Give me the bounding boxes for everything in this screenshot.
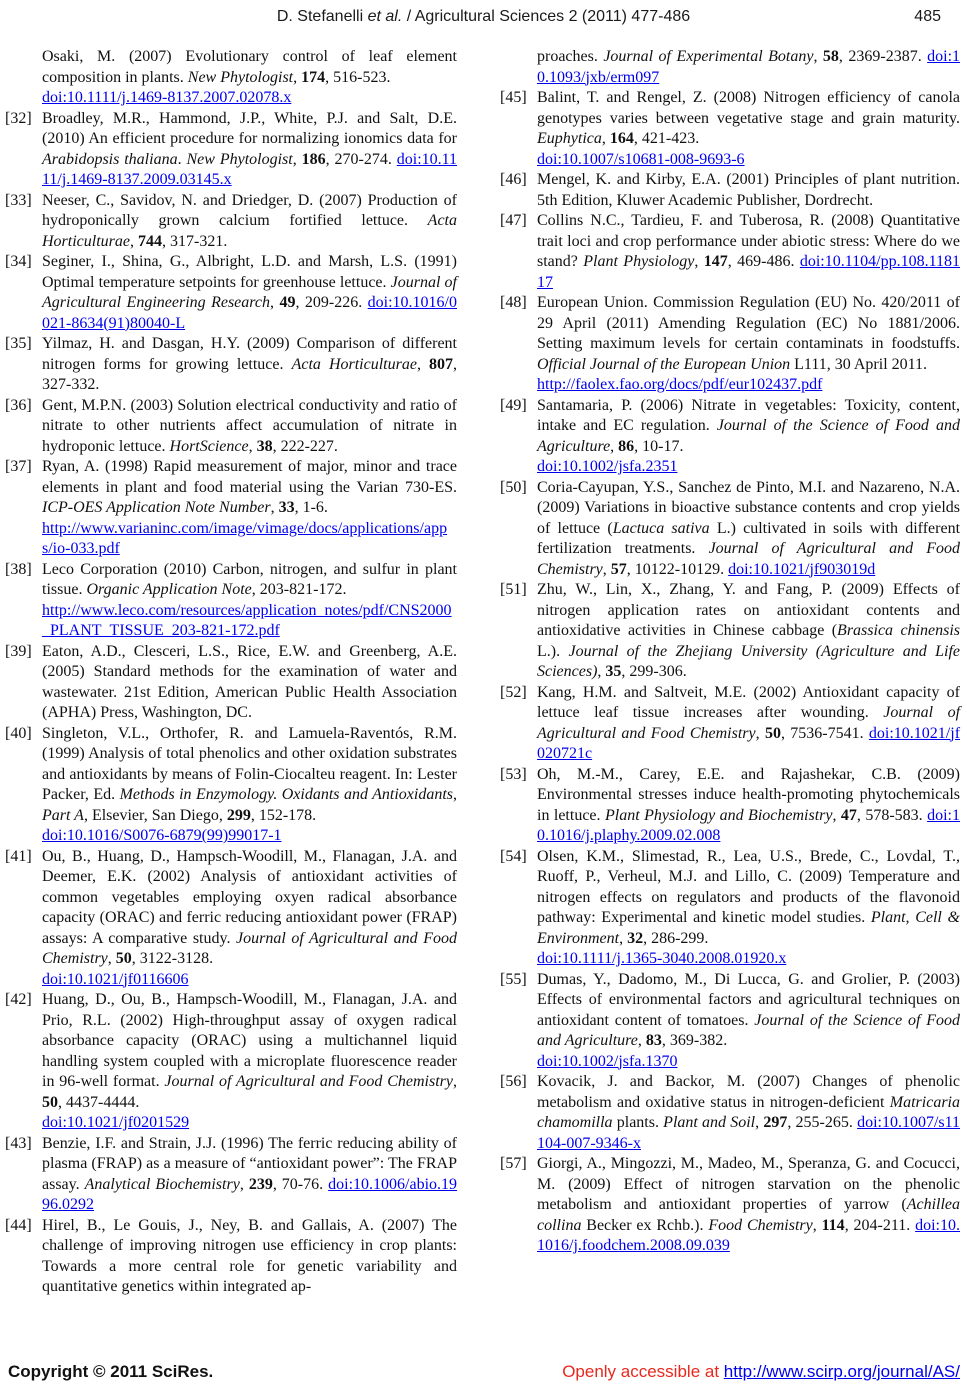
reference-text [42, 1135, 457, 1214]
reference-link[interactable]: doi:10.1111/j.1365-3040.2008.01920.x [537, 950, 787, 967]
volume-number: 744 [138, 232, 162, 250]
reference-number: [32] [5, 109, 32, 127]
reference-text [42, 1217, 457, 1296]
reference-text [42, 335, 457, 393]
reference-number: [36] [5, 396, 32, 414]
reference-plain-text: , 4437-4444. [58, 1093, 140, 1111]
reference-text [537, 971, 960, 1070]
reference-plain-text: , [416, 355, 430, 373]
volume-number: 174 [301, 68, 326, 86]
reference-number: [40] [5, 724, 32, 742]
reference-number: [54] [500, 847, 527, 865]
reference-entry [5, 109, 457, 191]
reference-link[interactable]: http://www.leco.com/resources/application_notes/pdf/CNS2000_PLANT_TISSUE_203-821-172.pdf [42, 601, 452, 639]
journal-name-italic: Journal of Experimental Botany [603, 48, 814, 65]
reference-plain-text: Leco Corporation (2010) Carbon, nitrogen, and sulfur in plant tissue. [42, 560, 457, 598]
open-access-note [562, 1362, 960, 1382]
reference-number: [33] [5, 191, 32, 209]
reference-plain-text: Seginer, I., Shina, G., Albright, L.D. and Marsh, L.S. (1991) Optimal temperature setpoints for greenhouse lettuce. [42, 253, 457, 291]
reference-text [42, 643, 457, 722]
journal-name-italic: Journal of the Science of Food and Agriculture [537, 417, 960, 455]
open-access-label: Openly accessible at [562, 1362, 724, 1381]
volume-number: 807 [429, 355, 454, 373]
reference-plain-text: , 369-382. [661, 1032, 728, 1049]
reference-entry [500, 396, 960, 478]
journal-name-italic: HortScience [169, 437, 249, 455]
references-right-column [500, 47, 960, 1257]
reference-plain-text: , 2369-2387. [838, 48, 928, 65]
reference-number: [44] [5, 1216, 32, 1234]
volume-number: 35 [605, 663, 622, 680]
reference-plain-text: , [130, 232, 138, 250]
journal-name-italic: Journal of Agricultural and Food Chemistry [537, 540, 960, 578]
page-footer [0, 1360, 967, 1384]
reference-plain-text: , 421-423. [633, 130, 700, 147]
volume-number: 32 [627, 929, 644, 947]
reference-text [537, 684, 960, 763]
volume-number: 57 [610, 560, 627, 578]
reference-number: [38] [5, 560, 32, 578]
volume-number: 164 [609, 130, 634, 147]
reference-plain-text: proaches. [537, 48, 604, 65]
reference-entry [500, 211, 960, 293]
reference-plain-text: , 10122-10129. [626, 560, 729, 578]
reference-entry [5, 334, 457, 396]
reference-plain-text: , [292, 150, 302, 168]
volume-number: 49 [279, 294, 296, 311]
reference-link[interactable]: doi:10.1021/jf903019d [728, 560, 876, 578]
journal-name-italic: Official Journal of the European Union [537, 355, 791, 373]
reference-plain-text: Dumas, Y., Dadomo, M., Di Lucca, G. and Grolier, P. (2003) Effects of environmental factors and agricultural techniques on antioxidant content of tomatoes. [537, 970, 960, 1029]
journal-name-italic: Journal of Agricultural and Food Chemistry [537, 704, 961, 742]
reference-plain-text: , Elsevier, San Diego, [83, 806, 227, 824]
reference-plain-text: Yilmaz, H. and Dasgan, H.Y. (2009) Comparison of different nitrogen forms for growing lettuce. [42, 335, 457, 373]
reference-number: [46] [500, 171, 527, 188]
reference-text [42, 397, 457, 455]
reference-plain-text: European Union. Commission Regulation (EU) No. 420/2011 of 29 April (2011) Amending Regulation (EC) No 1881/2006. Setting maximum levels for certain contaminats in foodstuffs. [537, 294, 960, 352]
reference-link[interactable]: doi:10.1111/j.1469-8137.2007.02078.x [42, 89, 292, 106]
volume-number: 147 [703, 253, 728, 270]
reference-text [537, 766, 960, 845]
reference-text [537, 479, 960, 578]
reference-text [42, 561, 457, 640]
references-left-column [5, 47, 457, 1298]
running-header [0, 8, 967, 30]
volume-number: 239 [248, 1175, 273, 1193]
reference-plain-text: Huang, D., Ou, B., Hampsch-Woodill, M., Flanagan, J.A. and Prio, R.L. (2002) High-throughput assay of oxygen radical absorbance capacity (ORAC) using a multichannel liquid handling system coupled with a microplate fluorescence reader in 96-well format. [42, 991, 457, 1090]
reference-entry [5, 1216, 457, 1298]
reference-plain-text: , [597, 663, 606, 680]
reference-number: [45] [500, 89, 527, 106]
journal-name-italic: Plant Physiology [583, 253, 695, 270]
reference-link[interactable]: doi:10.1016/0021-8634(91)80040-L [42, 294, 457, 332]
reference-number: [42] [5, 991, 32, 1008]
reference-text [42, 253, 457, 332]
journal-name-italic: Organic Application Note [86, 581, 252, 598]
reference-plain-text: L.). [537, 642, 569, 660]
volume-number: 86 [618, 437, 635, 455]
reference-plain-text: , [270, 499, 279, 516]
reference-plain-text: , 299-306. [621, 663, 687, 680]
volume-number: 50 [42, 1093, 58, 1111]
volume-number: 114 [821, 1216, 845, 1234]
reference-text [42, 110, 457, 189]
reference-entry [5, 191, 457, 253]
reference-entry [500, 683, 960, 765]
reference-link[interactable]: doi:10.1104/pp.108.118117 [537, 253, 960, 291]
running-title-authors: D. Stefanelli [276, 8, 368, 25]
reference-plain-text: L.) cultivated in soils with different fertilization treatments. [537, 519, 961, 557]
journal-name-italic: Analytical Biochemistry [84, 1175, 240, 1193]
reference-number: [39] [5, 642, 32, 660]
journal-name-italic: New Phytologist [187, 68, 294, 86]
reference-plain-text: , 7536-7541. [780, 724, 869, 742]
reference-entry [500, 88, 960, 170]
reference-number: [52] [500, 683, 527, 701]
volume-number: 50 [115, 950, 132, 967]
reference-plain-text: Zhu, W., Lin, X., Zhang, Y. and Fang, P. (2009) Effects of nitrogen application rates on antioxidant contents and antioxidative activities in Chinese cabbage ( [537, 581, 960, 639]
volume-number: 186 [301, 150, 326, 168]
journal-name-italic: Journal of Agricultural and Food Chemistry [164, 1073, 453, 1090]
reference-link[interactable]: http://faolex.fao.org/docs/pdf/eur102437.pdf [537, 376, 823, 393]
volume-number: 299 [226, 806, 251, 824]
reference-plain-text: , [293, 68, 302, 86]
reference-plain-text: , [270, 294, 280, 311]
reference-text [42, 991, 457, 1131]
reference-link[interactable]: doi:10.1007/s11104-007-9346-x [537, 1114, 961, 1152]
reference-link[interactable]: http://www.varianinc.com/image/vimage/docs/applications/apps/io-033.pdf [42, 519, 448, 557]
reference-entry [500, 765, 960, 847]
reference-text [537, 212, 960, 291]
reference-entry [5, 724, 457, 847]
reference-plain-text: . [177, 150, 187, 168]
reference-number: [49] [500, 396, 527, 414]
reference-link[interactable]: doi:10.1021/jf0201529 [42, 1114, 190, 1131]
reference-text [537, 48, 960, 86]
reference-plain-text: , 152-178. [250, 806, 317, 824]
reference-plain-text: Benzie, I.F. and Strain, J.J. (1996) The ferric reducing ability of plasma (FRAP) as a measure of “antioxidant power”: The FRAP assay. [42, 1134, 457, 1193]
reference-link[interactable]: doi:10.1093/jxb/erm097 [537, 48, 961, 86]
reference-number: [56] [500, 1073, 527, 1090]
journal-name-italic: Brassica chinensis [837, 622, 960, 639]
reference-plain-text: , 222-227. [272, 437, 338, 455]
reference-plain-text: , 469-486. [727, 253, 800, 270]
reference-plain-text: Oh, M.-M., Carey, E.E. and Rajashekar, C.B. (2009) Environmental stresses induce health-promoting phytochemicals in lettuce. [537, 765, 960, 824]
journal-name-italic: Journal of the Science of Food and Agriculture [537, 1011, 960, 1049]
reference-plain-text: , [107, 950, 116, 967]
reference-entry [5, 1134, 457, 1216]
reference-plain-text: , 10-17. [634, 437, 684, 455]
reference-number: [53] [500, 765, 527, 783]
reference-text [42, 458, 457, 557]
reference-plain-text: , 270-274. [325, 150, 397, 168]
reference-plain-text: , 578-583. [856, 806, 928, 824]
reference-text [42, 725, 457, 845]
journal-name-italic: New Phytologist [186, 150, 293, 168]
reference-plain-text: Broadley, M.R., Hammond, J.P., White, P.J. and Salt, D.E. (2010) An efficient procedure for normalizing ionomics data for [42, 109, 457, 147]
reference-plain-text: , [694, 253, 704, 270]
reference-plain-text: , [601, 130, 610, 147]
reference-plain-text: , 516-523. [325, 68, 391, 86]
journal-name-italic: Lactuca sativa [612, 519, 710, 537]
reference-plain-text: Kovacik, J. and Backor, M. (2007) Changes of phenolic metabolism and oxidative status in nitrogen-deficient [537, 1073, 960, 1111]
reference-number: [48] [500, 294, 527, 311]
reference-number: [35] [5, 335, 32, 352]
journal-name-italic: Matricaria chamomilla [537, 1093, 960, 1131]
reference-plain-text: Ryan, A. (1998) Rapid measurement of major, minor and trace elements in plant and food material using the Varian 730-ES. [42, 458, 457, 496]
copyright-text: Copyright © 2011 SciRes. [8, 1362, 214, 1381]
reference-plain-text: , 317-321. [162, 232, 228, 250]
reference-plain-text: Ou, B., Huang, D., Hampsch-Woodill, M., Flanagan, J.A. and Deemer, E.K. (2002) Analysis of antioxidant activities of common vegetables employing oxyen radical absorbance capacity (ORAC) and ferric reducing antioxidant power (FRAP) assays: A comparative study. [42, 847, 457, 947]
reference-text [537, 1155, 960, 1254]
reference-plain-text: Santamaria, P. (2006) Nitrate in vegetables: Toxicity, content, intake and EC regulation. [537, 396, 960, 434]
reference-plain-text: , 203-821-172. [251, 581, 347, 598]
running-title-journal: / Agricultural Sciences 2 (2011) 477-486 [402, 8, 691, 25]
reference-plain-text: , [832, 806, 841, 824]
journal-name-italic: ICP-OES Application Note Number [42, 499, 271, 516]
reference-entry [500, 47, 960, 88]
reference-plain-text: , [755, 724, 765, 742]
reference-plain-text: Osaki, M. (2007) Evolutionary control of leaf element composition in plants. [42, 48, 457, 86]
journal-name-italic: Food Chemistry [708, 1216, 813, 1234]
reference-plain-text: , 255-265. [787, 1114, 858, 1131]
journal-name-italic: Arabidopsis thaliana [42, 150, 178, 168]
reference-link[interactable]: doi:10.1002/jsfa.1370 [537, 1052, 678, 1070]
reference-text [537, 89, 960, 168]
reference-entry [5, 990, 457, 1134]
volume-number: 47 [840, 806, 857, 824]
reference-plain-text: , [813, 48, 823, 65]
reference-link[interactable]: doi:10.1006/abio.1996.0292 [42, 1175, 458, 1213]
reference-entry [500, 1072, 960, 1154]
page-number: 485 [914, 8, 941, 25]
running-title-etal: et al. [367, 8, 403, 25]
reference-number: [34] [5, 253, 32, 270]
reference-entry [5, 396, 457, 458]
reference-link[interactable]: doi:10.1002/jsfa.2351 [537, 458, 678, 475]
journal-name-italic: Journal of Agricultural and Food Chemistry [42, 929, 457, 967]
reference-plain-text: Neeser, C., Savidov, N. and Driedger, D. (2007) Production of hydroponically grown calcium fortified lettuce. [42, 191, 457, 229]
reference-plain-text: , 209-226. [295, 294, 368, 311]
journal-name-italic: Acta Horticulturae [291, 355, 417, 373]
reference-plain-text: Becker ex Rchb.). [581, 1216, 709, 1234]
reference-entry [5, 642, 457, 724]
reference-plain-text: , [637, 1032, 646, 1049]
reference-plain-text: , 204-211. [844, 1216, 916, 1234]
reference-text [42, 848, 457, 988]
reference-plain-text: , [610, 437, 619, 455]
journal-name-italic: Journal of Agricultural Engineering Research [42, 273, 458, 311]
reference-link[interactable]: doi:10.1021/jf0116606 [42, 970, 189, 988]
reference-entry [5, 47, 457, 109]
journal-url-link[interactable]: http://www.scirp.org/journal/AS/ [723, 1362, 960, 1381]
reference-link[interactable]: doi:10.1016/j.foodchem.2008.09.039 [537, 1216, 960, 1254]
reference-entry [500, 847, 960, 970]
reference-plain-text: , 70-76. [272, 1175, 329, 1193]
reference-entry [500, 580, 960, 683]
reference-link[interactable]: doi:10.1021/jf020721c [537, 724, 961, 762]
reference-text [42, 192, 457, 250]
reference-plain-text: Collins N.C., Tardieu, F. and Tuberosa, R. (2008) Quantitative trait loci and crop performance under abiotic stress: Where do we stand? [537, 212, 960, 270]
reference-number: [47] [500, 212, 527, 229]
reference-number: [57] [500, 1155, 527, 1172]
reference-plain-text: , 286-299. [643, 929, 709, 947]
reference-plain-text: Eaton, A.D., Clesceri, L.S., Rice, E.W. and Greenberg, A.E. (2005) Standard methods for the examination of water and wastewater. 21st Edition, American Public Health Association (APHA) Press, Washington, DC. [42, 642, 457, 721]
journal-name-italic: Euphytica [537, 130, 602, 147]
reference-entry [500, 1154, 960, 1257]
reference-entry [5, 457, 457, 560]
reference-entry [500, 170, 960, 211]
reference-plain-text: Balint, T. and Rengel, Z. (2008) Nitrogen efficiency of canola genotypes varies between vegetative stage and grain maturity. [537, 89, 960, 127]
journal-name-italic: Plant Physiology and Biochemistry [604, 806, 833, 824]
journal-name-italic: Methods in Enzymology. Oxidants and Antioxidants [119, 786, 454, 803]
reference-plain-text: Mengel, K. and Kirby, E.A. (2001) Principles of plant nutrition. 5th Edition, Kluwer Academic Publisher, Dordrecht. [537, 171, 960, 209]
volume-number: 33 [278, 499, 295, 516]
reference-plain-text: , 327-332. [42, 355, 458, 393]
reference-plain-text: , [453, 786, 458, 803]
volume-number: 297 [763, 1114, 788, 1131]
reference-entry [500, 293, 960, 396]
reference-text [537, 397, 960, 476]
reference-entry [5, 560, 457, 642]
reference-plain-text: plants. [612, 1114, 664, 1131]
reference-plain-text: , [619, 929, 628, 947]
reference-plain-text: , 1-6. [294, 499, 328, 516]
reference-text [537, 1073, 960, 1152]
reference-link[interactable]: doi:10.1016/j.plaphy.2009.02.008 [537, 806, 960, 844]
reference-text [42, 48, 457, 106]
volume-number: 58 [822, 48, 839, 65]
reference-plain-text: , 3122-3128. [131, 950, 214, 967]
volume-number: 38 [256, 437, 273, 455]
reference-plain-text: Giorgi, A., Mingozzi, M., Madeo, M., Speranza, G. and Cocucci, M. (2009) Effect of nitrogen starvation on the phenolic metabolism and antioxidant properties of yarrow ( [537, 1155, 960, 1213]
reference-link[interactable]: doi:10.1016/S0076-6879(99)99017-1 [42, 827, 282, 844]
reference-plain-text: Coria-Cayupan, Y.S., Sanchez de Pinto, M.I. and Nazareno, N.A. (2009) Variations in bioactive substance contents and crop yields of lettuce ( [537, 478, 960, 537]
reference-plain-text: Kang, H.M. and Saltveit, M.E. (2002) Antioxidant capacity of lettuce leaf tissue increases after wounding. [537, 683, 960, 721]
reference-plain-text: , [755, 1114, 764, 1131]
journal-name-italic: Journal of the Zhejiang University (Agriculture and Life Sciences) [537, 642, 960, 680]
reference-plain-text: Olsen, K.M., Slimestad, R., Lea, U.S., Brede, C., Lovdal, T., Ruoff, P., Verheul, M.J. and Lillo, C. (2009) Temperature and nitrogen effects on regulators and products of the flavonoid pathway: Experimental and kinetic model studies. [537, 847, 960, 926]
reference-plain-text: Singleton, V.L., Orthofer, R. and Lamuela-Raventós, R.M. (1999) Analysis of total phenolics and other oxidation substrates and antioxidants by means of Folin-Ciocalteu reagent. In: Lester Packer, Ed. [42, 724, 457, 803]
reference-text [537, 171, 960, 209]
journal-name-italic: Part A [42, 806, 84, 824]
reference-link[interactable]: doi:10.1007/s10681-008-9693-6 [537, 150, 745, 168]
reference-number: [37] [5, 458, 32, 475]
reference-link[interactable]: doi:10.1111/j.1469-8137.2009.03145.x [42, 150, 458, 188]
reference-entry [5, 252, 457, 334]
reference-entry [5, 847, 457, 991]
journal-name-italic: Plant, Cell & Environment [537, 909, 960, 947]
reference-plain-text: , [248, 437, 257, 455]
reference-plain-text: Gent, M.P.N. (2003) Solution electrical conductivity and ratio of nitrate to other nutrients affect accumulation of nitrate in hydroponic lettuce. [42, 396, 457, 455]
reference-number: [50] [500, 478, 527, 496]
reference-entry [500, 478, 960, 581]
journal-name-italic: Acta Horticulturae [42, 212, 457, 250]
reference-number: [55] [500, 970, 527, 988]
reference-text [537, 848, 960, 968]
reference-number: [41] [5, 847, 32, 865]
reference-plain-text: , [453, 1073, 457, 1090]
volume-number: 83 [645, 1032, 662, 1049]
reference-plain-text: , [602, 560, 611, 578]
reference-entry [500, 970, 960, 1073]
running-title [0, 8, 967, 26]
journal-name-italic: Plant and Soil [663, 1114, 756, 1131]
reference-number: [43] [5, 1134, 32, 1152]
reference-plain-text: , [239, 1175, 249, 1193]
reference-plain-text: Hirel, B., Le Gouis, J., Ney, B. and Gallais, A. (2007) The challenge of improving nitrogen use efficiency in crop plants: Towards a more central role for genetic variability and quantitative genetics within integrated ap- [42, 1216, 457, 1295]
reference-text [537, 294, 960, 393]
reference-plain-text: L111, 30 April 2011. [790, 355, 928, 373]
reference-number: [51] [500, 581, 527, 598]
journal-name-italic: Achillea collina [537, 1196, 960, 1234]
reference-text [537, 581, 960, 680]
volume-number: 50 [764, 724, 781, 742]
reference-plain-text: , [812, 1216, 822, 1234]
